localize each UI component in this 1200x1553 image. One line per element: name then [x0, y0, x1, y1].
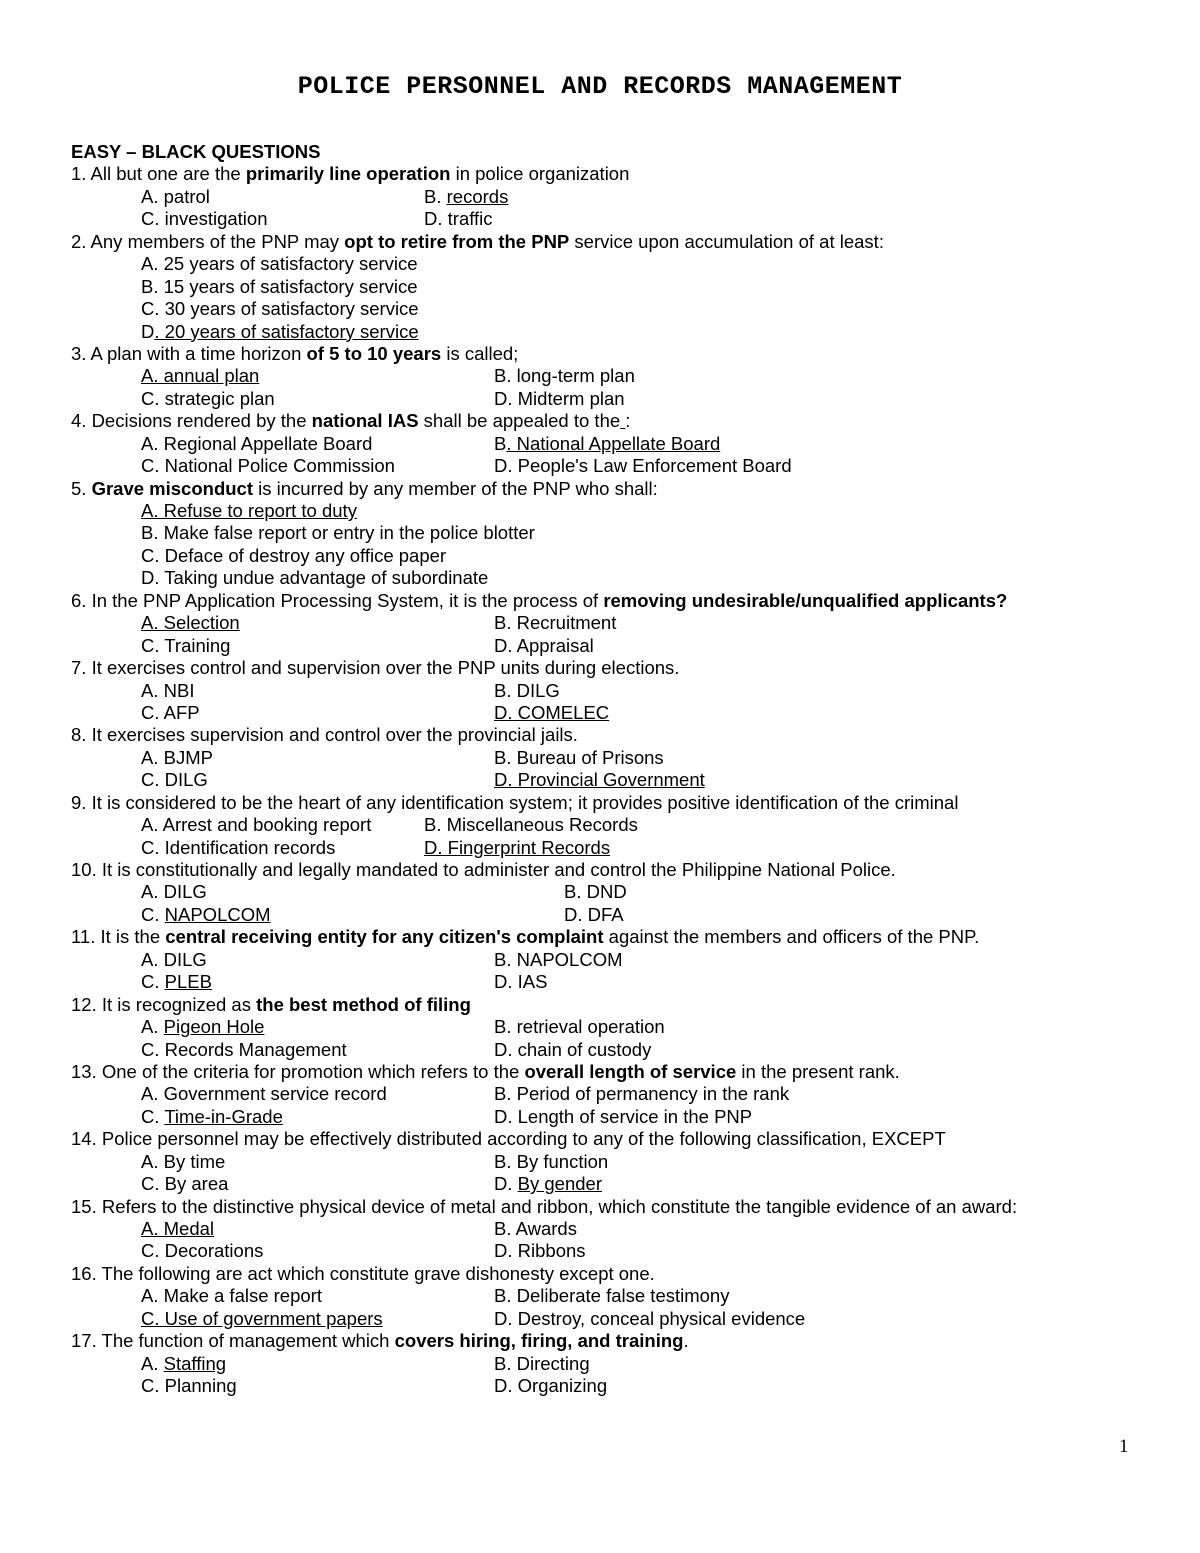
answer-choice	[494, 769, 705, 791]
answer-row	[71, 1353, 1151, 1375]
answer-choice	[424, 208, 493, 230]
answer-row	[71, 881, 1151, 903]
question-stem	[71, 1330, 1151, 1352]
underlined-answer: A. Selection	[141, 612, 240, 634]
answer-row	[71, 702, 1151, 724]
underlined-answer: . 20 years of satisfactory service	[154, 320, 419, 342]
answer-row	[71, 971, 1151, 993]
choice-text: C.	[141, 971, 165, 993]
page-number: 1	[1119, 1436, 1129, 1457]
emphasis-text: of 5 to 10 years	[306, 342, 442, 364]
answer-choice	[424, 814, 638, 836]
question-stem	[71, 657, 1151, 679]
answer-row	[71, 904, 1151, 926]
answer-choice	[141, 1353, 226, 1375]
answer-choice	[141, 365, 259, 387]
emphasis-text: opt to retire from the PNP	[344, 230, 570, 252]
answer-choice	[141, 298, 419, 320]
choice-text: B. retrieval operation	[494, 1016, 665, 1038]
choice-text: C. DILG	[141, 769, 208, 791]
underlined-answer: Time-in-Grade	[164, 1105, 283, 1127]
question-stem	[71, 1263, 1151, 1285]
choice-text: D. chain of custody	[494, 1038, 652, 1060]
choice-text: D. DFA	[564, 903, 624, 925]
question-stem	[71, 478, 1151, 500]
answer-choice	[424, 837, 610, 859]
question-text: against the members and officers of the PNP.	[603, 926, 980, 948]
answer-choice	[141, 747, 213, 769]
answer-row	[71, 1106, 1151, 1128]
choice-text: A.	[141, 1016, 164, 1038]
question-stem	[71, 792, 1151, 814]
section-heading: EASY – BLACK QUESTIONS	[71, 141, 321, 162]
answer-row	[71, 567, 1151, 589]
emphasis-text: removing undesirable/unqualified applicants?	[603, 589, 1008, 611]
answer-row	[71, 680, 1151, 702]
answer-row	[71, 837, 1151, 859]
answer-row	[71, 1218, 1151, 1240]
choice-text: B. DND	[564, 881, 627, 903]
answer-choice	[494, 365, 635, 387]
answer-row	[71, 814, 1151, 836]
question-text: 17. The function of management which	[71, 1330, 395, 1352]
choice-text: C. Identification records	[141, 836, 336, 858]
choice-text: D. Ribbons	[494, 1240, 586, 1262]
choice-text: A. Arrest and booking report	[141, 814, 372, 836]
question-text: 2. Any members of the PNP may	[71, 230, 345, 252]
answer-row	[71, 276, 1151, 298]
question-text: in police organization	[450, 163, 630, 185]
answer-choice	[494, 1016, 665, 1038]
question-text: is called;	[441, 342, 519, 364]
choice-text: B. Recruitment	[494, 612, 617, 634]
answer-choice	[494, 1151, 608, 1173]
answer-choice	[564, 904, 624, 926]
answer-row	[71, 253, 1151, 275]
choice-text: B. DILG	[494, 679, 560, 701]
choice-text: A. Government service record	[141, 1083, 387, 1105]
choice-text: C. investigation	[141, 208, 268, 230]
question-stem	[71, 1128, 1151, 1150]
choice-text: B. 15 years of satisfactory service	[141, 275, 418, 297]
question-stem	[71, 163, 1151, 185]
choice-text: B.	[424, 185, 447, 207]
answer-choice	[141, 904, 271, 926]
question-list	[71, 141, 1151, 1398]
answer-choice	[424, 186, 508, 208]
answer-row	[71, 545, 1151, 567]
answer-choice	[494, 388, 625, 410]
choice-text: C. AFP	[141, 701, 200, 723]
underlined-answer: PLEB	[164, 971, 212, 993]
choice-text: B. Bureau of Prisons	[494, 746, 664, 768]
answer-choice	[141, 1173, 228, 1195]
choice-text: C. 30 years of satisfactory service	[141, 298, 419, 320]
choice-text: A. Regional Appellate Board	[141, 432, 373, 454]
answer-row	[71, 522, 1151, 544]
underlined-answer: By gender	[517, 1173, 602, 1195]
answer-row	[71, 433, 1151, 455]
answer-row	[71, 1151, 1151, 1173]
answer-choice	[141, 837, 335, 859]
question-stem	[71, 926, 1151, 948]
answer-choice	[141, 455, 395, 477]
choice-text: B. Make false report or entry in the police blotter	[141, 522, 535, 544]
emphasis-text: overall length of service	[524, 1060, 737, 1082]
question-text: 7. It exercises control and supervision over the PNP units during elections.	[71, 657, 680, 679]
question-text: 16. The following are act which constitute grave dishonesty except one.	[71, 1262, 655, 1284]
answer-choice	[494, 1173, 602, 1195]
emphasis-text: Grave misconduct	[91, 477, 253, 499]
answer-choice	[141, 321, 419, 343]
choice-text: D.	[494, 1173, 518, 1195]
underlined-answer: D. Fingerprint Records	[424, 836, 611, 858]
answer-choice	[141, 1285, 322, 1307]
answer-row	[71, 298, 1151, 320]
answer-row	[71, 1173, 1151, 1195]
answer-row	[71, 500, 1151, 522]
question-text: 3. A plan with a time horizon	[71, 342, 307, 364]
answer-choice	[494, 680, 560, 702]
underlined-answer: D. COMELEC	[494, 701, 610, 723]
question-text: 10. It is constitutionally and legally mandated to administer and control the Philippine National Police.	[71, 859, 896, 880]
question-text: 1. All but one are the	[71, 163, 246, 185]
question-text: 12. It is recognized as	[71, 993, 257, 1015]
choice-text: D. Appraisal	[494, 634, 594, 656]
underlined-answer: A. annual plan	[141, 365, 260, 387]
choice-text: C. Decorations	[141, 1240, 264, 1262]
emphasis-text: national IAS	[311, 410, 419, 432]
question-text: :	[625, 410, 631, 432]
underlined-answer: records	[446, 185, 509, 207]
answer-choice	[141, 208, 267, 230]
choice-text: D. IAS	[494, 971, 548, 993]
choice-text: A. 25 years of satisfactory service	[141, 253, 418, 275]
answer-choice	[494, 1106, 752, 1128]
answer-row	[71, 1375, 1151, 1397]
answer-choice	[141, 702, 200, 724]
choice-text: D. People's Law Enforcement Board	[494, 455, 792, 477]
answer-choice	[141, 567, 488, 589]
choice-text: C. Training	[141, 634, 231, 656]
answer-choice	[494, 455, 792, 477]
question-stem	[71, 343, 1151, 365]
choice-text: D	[141, 320, 155, 342]
choice-text: A. DILG	[141, 881, 207, 903]
question-text: is incurred by any member of the PNP who shall:	[253, 477, 658, 499]
answer-choice	[141, 814, 371, 836]
answer-row	[71, 1083, 1151, 1105]
answer-row	[71, 388, 1151, 410]
choice-text: B. Directing	[494, 1352, 590, 1374]
answer-choice	[141, 545, 446, 567]
choice-text: B. Miscellaneous Records	[424, 814, 638, 836]
choice-text: C. Deface of destroy any office paper	[141, 544, 447, 566]
answer-choice	[141, 612, 240, 634]
answer-choice	[494, 949, 623, 971]
answer-row	[71, 769, 1151, 791]
choice-text: A. Make a false report	[141, 1285, 322, 1307]
question-text: .	[683, 1330, 689, 1352]
choice-text: B. Deliberate false testimony	[494, 1285, 730, 1307]
answer-row	[71, 635, 1151, 657]
answer-choice	[494, 1375, 607, 1397]
choice-text: B. Period of permanency in the rank	[494, 1083, 790, 1105]
choice-text: D. Length of service in the PNP	[494, 1105, 753, 1127]
answer-choice	[494, 1083, 789, 1105]
answer-choice	[494, 1240, 586, 1262]
question-stem	[71, 231, 1151, 253]
answer-choice	[141, 433, 372, 455]
answer-choice	[494, 1308, 805, 1330]
answer-choice	[494, 747, 664, 769]
answer-choice	[141, 1016, 264, 1038]
choice-text: C. By area	[141, 1173, 229, 1195]
choice-text: A. NBI	[141, 679, 195, 701]
underlined-answer: A. Medal	[141, 1218, 215, 1239]
choice-text: B	[494, 432, 507, 454]
choice-text: C. Records Management	[141, 1038, 347, 1060]
choice-text: D. Midterm plan	[494, 387, 625, 409]
answer-choice	[494, 1285, 729, 1307]
choice-text: C. Planning	[141, 1375, 237, 1397]
answer-row	[71, 1285, 1151, 1307]
question-stem	[71, 590, 1151, 612]
question-text: 11. It is the	[71, 926, 166, 948]
choice-text: D. Destroy, conceal physical evidence	[494, 1307, 806, 1329]
choice-text: A. BJMP	[141, 746, 213, 768]
emphasis-text: the best method of filing	[256, 993, 471, 1015]
answer-row	[71, 1240, 1151, 1262]
emphasis-text: covers hiring, firing, and training	[394, 1330, 684, 1352]
choice-text: B. long-term plan	[494, 365, 635, 387]
answer-row	[71, 455, 1151, 477]
answer-row	[71, 1308, 1151, 1330]
answer-choice	[141, 1308, 383, 1330]
question-text: in the present rank.	[736, 1060, 900, 1082]
choice-text: D. Taking undue advantage of subordinate	[141, 567, 489, 589]
answer-choice	[494, 1218, 577, 1240]
question-stem	[71, 1061, 1151, 1083]
answer-row	[71, 365, 1151, 387]
question-stem	[71, 1196, 1151, 1218]
question-text: 14. Police personnel may be effectively distributed according to any of the following classification, EXCEPT	[71, 1128, 946, 1150]
question-stem	[71, 410, 1151, 432]
question-stem	[71, 859, 1151, 881]
answer-choice	[494, 971, 547, 993]
question-stem	[71, 724, 1151, 746]
answer-row	[71, 186, 1151, 208]
choice-text: A. patrol	[141, 185, 210, 207]
answer-choice	[141, 1151, 225, 1173]
answer-choice	[141, 635, 230, 657]
choice-text: D. Organizing	[494, 1375, 608, 1397]
answer-choice	[141, 276, 418, 298]
answer-row	[71, 321, 1151, 343]
question-text: shall be appealed to the	[418, 410, 621, 432]
answer-row	[71, 612, 1151, 634]
choice-text: D. traffic	[424, 208, 493, 230]
answer-choice	[141, 522, 535, 544]
underlined-answer: Pigeon Hole	[163, 1016, 265, 1038]
choice-text: A. DILG	[141, 948, 207, 970]
answer-choice	[494, 1039, 651, 1061]
underlined-answer: C. Use of government papers	[141, 1307, 383, 1329]
question-stem	[71, 994, 1151, 1016]
question-text: 4. Decisions rendered by the	[71, 410, 312, 432]
choice-text: C.	[141, 903, 165, 925]
choice-text: A.	[141, 1352, 164, 1374]
choice-text: B. By function	[494, 1150, 609, 1172]
underlined-answer: . National Appellate Board	[506, 432, 721, 454]
answer-choice	[141, 1039, 347, 1061]
underlined-answer: D. Provincial Government	[494, 769, 705, 791]
answer-choice	[141, 1218, 214, 1240]
answer-row	[71, 208, 1151, 230]
underlined-answer: A. Refuse to report to duty	[141, 500, 357, 521]
choice-text: C. strategic plan	[141, 387, 275, 409]
answer-choice	[494, 612, 616, 634]
question-text: 9. It is considered to be the heart of any identification system; it provides positive identification of the criminal	[71, 791, 959, 813]
underlined-answer: Staffing	[163, 1352, 227, 1374]
answer-row	[71, 1016, 1151, 1038]
underlined-answer: NAPOLCOM	[164, 903, 271, 925]
document-title: POLICE PERSONNEL AND RECORDS MANAGEMENT	[297, 72, 903, 101]
choice-text: B. Awards	[494, 1218, 577, 1239]
emphasis-text: primarily line operation	[245, 163, 451, 185]
answer-choice	[141, 949, 207, 971]
choice-text: B. NAPOLCOM	[494, 948, 623, 970]
answer-choice	[141, 680, 194, 702]
answer-choice	[494, 433, 720, 455]
answer-choice	[494, 1353, 590, 1375]
answer-choice	[141, 881, 207, 903]
answer-choice	[141, 186, 210, 208]
question-text: 5.	[71, 477, 92, 499]
choice-text: C. National Police Commission	[141, 455, 395, 477]
emphasis-text: central receiving entity for any citizen's complaint	[165, 926, 604, 948]
answer-choice	[141, 388, 275, 410]
answer-choice	[564, 881, 627, 903]
choice-text: A. By time	[141, 1150, 226, 1172]
answer-choice	[141, 1106, 283, 1128]
answer-choice	[141, 1240, 263, 1262]
answer-row	[71, 949, 1151, 971]
question-text: service upon accumulation of at least:	[569, 230, 884, 252]
answer-choice	[141, 1375, 237, 1397]
question-text: 6. In the PNP Application Processing System, it is the process of	[71, 589, 604, 611]
question-text: 15. Refers to the distinctive physical device of metal and ribbon, which constitute the tangible evidence of an award:	[71, 1195, 1018, 1217]
question-text: 13. One of the criteria for promotion which refers to the	[71, 1060, 525, 1082]
answer-choice	[141, 1083, 387, 1105]
answer-choice	[494, 702, 609, 724]
answer-choice	[141, 769, 208, 791]
answer-choice	[141, 253, 418, 275]
question-text: 8. It exercises supervision and control over the provincial jails.	[71, 724, 578, 746]
answer-row	[71, 1039, 1151, 1061]
choice-text: C.	[141, 1105, 165, 1127]
answer-row	[71, 747, 1151, 769]
answer-choice	[141, 971, 212, 993]
answer-choice	[141, 500, 357, 522]
answer-choice	[494, 635, 594, 657]
